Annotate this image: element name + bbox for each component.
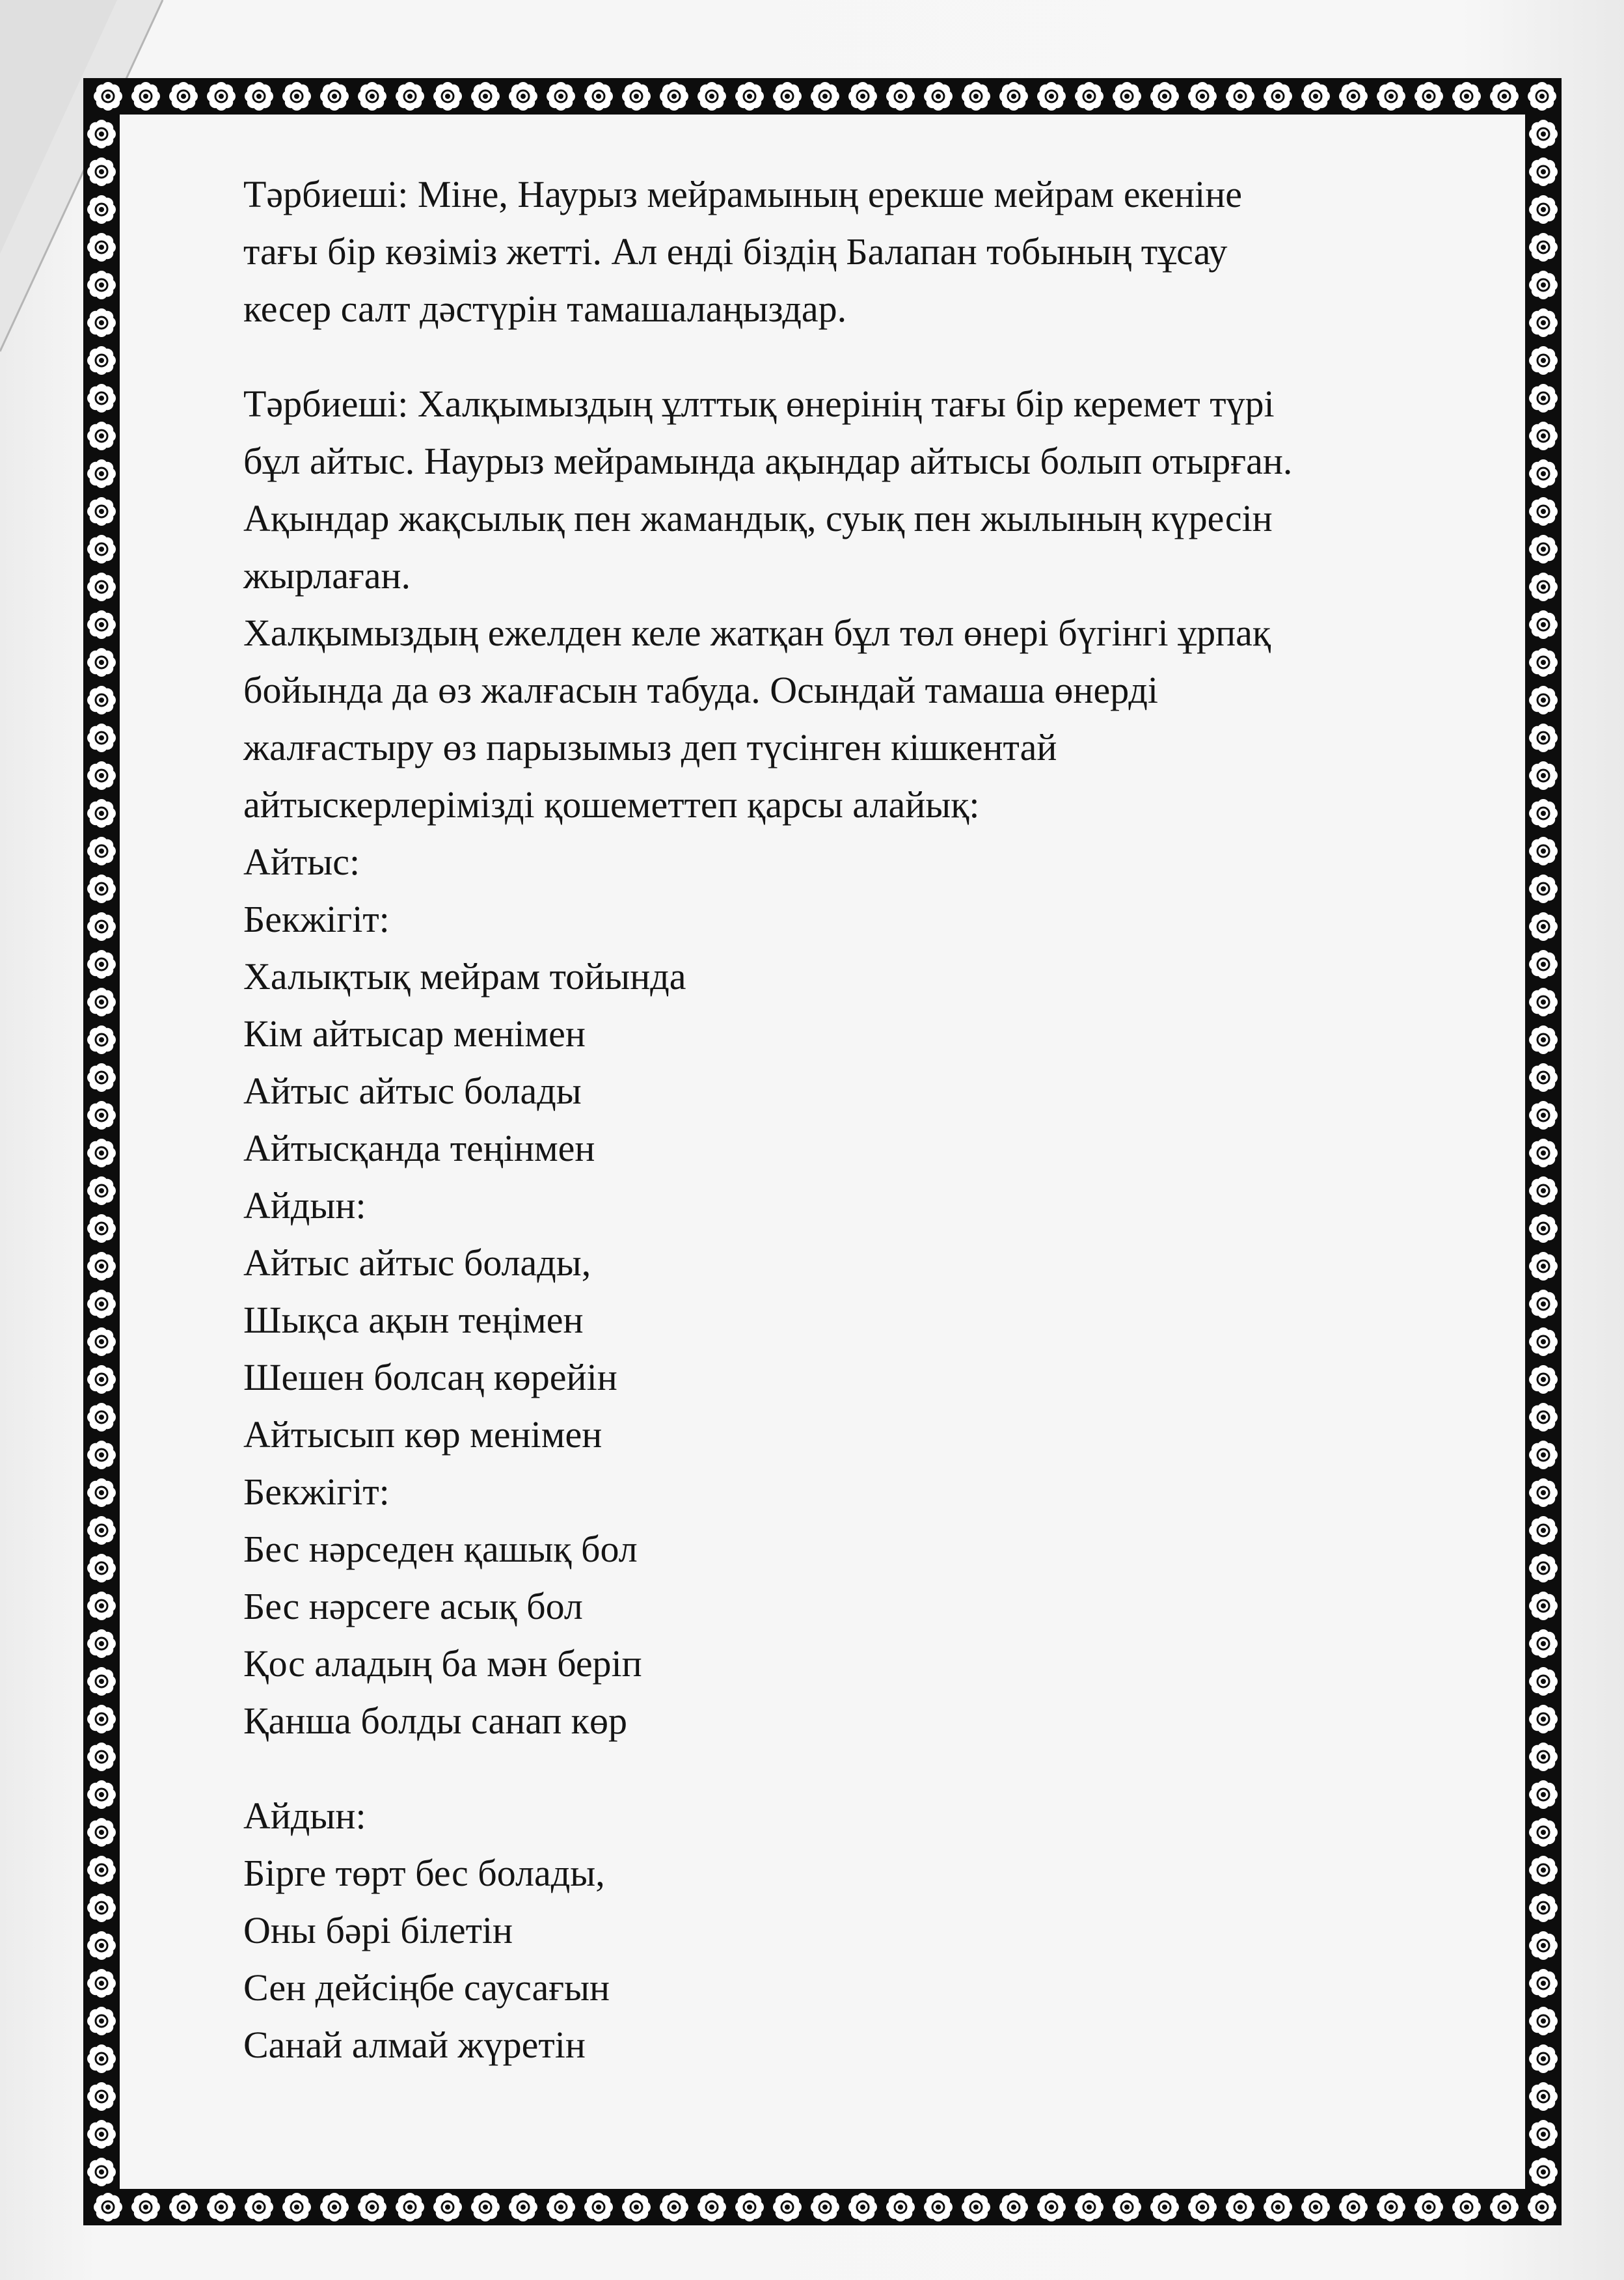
text-line: Айдын:	[243, 1795, 366, 1837]
flower-ornament	[1529, 1327, 1558, 1356]
flower-ornament	[1529, 1516, 1558, 1545]
flower-ornament	[1301, 82, 1330, 111]
flower-ornament	[1150, 82, 1179, 111]
flower-ornament	[94, 2193, 122, 2221]
flower-ornament	[1529, 1252, 1558, 1281]
flower-ornament	[87, 2120, 116, 2149]
text-line: Оны бәрі білетін	[243, 1909, 513, 1951]
flower-ornament	[1264, 2193, 1292, 2221]
flower-ornament	[1529, 1969, 1558, 1998]
flower-ornament	[87, 1176, 116, 1205]
flower-ornament	[87, 912, 116, 941]
flower-ornament	[622, 82, 651, 111]
flower-ornament	[1529, 346, 1558, 375]
flower-ornament	[87, 1214, 116, 1243]
flower-ornament	[1529, 384, 1558, 413]
flower-ornament	[1529, 1063, 1558, 1092]
flower-ornament	[87, 610, 116, 639]
flower-ornament	[1529, 724, 1558, 752]
flower-ornament	[87, 1290, 116, 1318]
flower-ornament	[87, 648, 116, 677]
flower-ornament	[87, 2007, 116, 2035]
text-line: Тәрбиеші: Міне, Наурыз мейрамының ерекше мейрам екеніне	[243, 173, 1242, 215]
flower-ornament	[1528, 2193, 1556, 2221]
flower-ornament	[87, 1818, 116, 1847]
flower-ornament	[396, 2193, 424, 2221]
flower-ornament	[1529, 2007, 1558, 2035]
flower-ornament	[735, 2193, 764, 2221]
text-line: Айтыс айтыс болады,	[243, 1242, 591, 1284]
flower-ornament	[87, 1252, 116, 1281]
flower-ornament	[811, 2193, 839, 2221]
flower-ornament	[87, 459, 116, 488]
flower-ornament	[87, 1743, 116, 1771]
flower-ornament	[169, 2193, 198, 2221]
flower-ornament	[87, 1856, 116, 1884]
flower-ornament	[87, 2044, 116, 2073]
flower-ornament	[320, 82, 349, 111]
flower-ornament	[1529, 1592, 1558, 1620]
flower-ornament	[87, 573, 116, 601]
flower-ornament	[87, 497, 116, 526]
paragraph-gap	[243, 1750, 1480, 1787]
flower-ornament	[1529, 2158, 1558, 2186]
flower-ornament	[1529, 1893, 1558, 1922]
flower-ornament	[1529, 233, 1558, 262]
flower-ornament	[87, 535, 116, 563]
flower-ornament	[1490, 82, 1519, 111]
flower-ornament	[1301, 2193, 1330, 2221]
text-line: Бес нәрсеге асық бол	[243, 1585, 583, 1627]
flower-ornament	[886, 2193, 915, 2221]
flower-ornament	[1075, 82, 1103, 111]
flower-ornament	[1529, 610, 1558, 639]
text-line: Айтыс:	[243, 841, 360, 883]
flower-ornament	[87, 195, 116, 224]
text-line: Бекжігіт:	[243, 898, 390, 940]
flower-ornament	[1113, 2193, 1141, 2221]
text-line: Бірге төрт бес болады,	[243, 1852, 605, 1894]
flower-ornament	[87, 1629, 116, 1658]
flower-ornament	[1529, 1139, 1558, 1167]
text-line: Кім айтысар менімен	[243, 1012, 586, 1055]
flower-ornament	[87, 120, 116, 148]
flower-ornament	[1529, 497, 1558, 526]
flower-ornament	[1529, 157, 1558, 186]
text-line: Бекжігіт:	[243, 1471, 390, 1513]
flower-ornament	[87, 950, 116, 979]
flower-ornament	[848, 82, 877, 111]
flower-ornament	[1529, 761, 1558, 790]
flower-ornament	[773, 82, 802, 111]
flower-ornament	[886, 82, 915, 111]
flower-ornament	[924, 2193, 953, 2221]
flower-ornament	[1452, 2193, 1481, 2221]
text-line: айтыскерлерімізді қошеметтеп қарсы алайық:	[243, 783, 980, 826]
text-line: Тәрбиеші: Халқымыздың ұлттық өнерінің тағы бір керемет түрі	[243, 383, 1275, 425]
flower-ornament	[87, 157, 116, 186]
text-line: Сен дейсіңбе саусағын	[243, 1966, 610, 2009]
flower-ornament	[87, 2158, 116, 2186]
flower-ornament	[87, 1441, 116, 1469]
document-body	[243, 166, 1480, 2074]
flower-ornament	[1529, 308, 1558, 337]
flower-ornament	[584, 82, 613, 111]
flower-ornament	[1226, 82, 1254, 111]
flower-ornament	[1188, 82, 1217, 111]
flower-ornament	[773, 2193, 802, 2221]
flower-ornament	[1377, 82, 1405, 111]
flower-ornament	[1414, 2193, 1443, 2221]
flower-ornament	[87, 988, 116, 1016]
flower-ornament	[660, 82, 688, 111]
flower-ornament	[509, 82, 537, 111]
flower-ornament	[1529, 573, 1558, 601]
flower-ornament	[1037, 82, 1066, 111]
text-line: Айтыс айтыс болады	[243, 1070, 582, 1112]
flower-ornament	[1075, 2193, 1103, 2221]
flower-ornament	[87, 384, 116, 413]
flower-ornament	[87, 1969, 116, 1998]
flower-ornament	[1150, 2193, 1179, 2221]
flower-ornament	[1529, 875, 1558, 903]
flower-ornament	[1264, 82, 1292, 111]
flower-ornament	[245, 82, 273, 111]
flower-ornament	[1529, 1025, 1558, 1054]
flower-ornament	[1188, 2193, 1217, 2221]
text-line: Шықса ақын теңімен	[243, 1299, 584, 1341]
text-line: жырлаған.	[243, 554, 411, 597]
flower-ornament	[282, 82, 311, 111]
flower-ornament	[660, 2193, 688, 2221]
flower-ornament	[999, 82, 1028, 111]
flower-ornament	[509, 2193, 537, 2221]
flower-ornament	[1529, 1478, 1558, 1507]
flower-ornament	[1529, 535, 1558, 563]
flower-ornament	[433, 2193, 462, 2221]
flower-ornament	[848, 2193, 877, 2221]
flower-ornament	[87, 799, 116, 828]
flower-ornament	[735, 82, 764, 111]
flower-ornament	[433, 82, 462, 111]
flower-ornament	[1529, 1214, 1558, 1243]
flower-ornament	[697, 2193, 726, 2221]
flower-ornament	[87, 875, 116, 903]
flower-ornament	[1529, 1290, 1558, 1318]
flower-ornament	[87, 1667, 116, 1696]
flower-ornament	[396, 82, 424, 111]
flower-ornament	[1529, 1365, 1558, 1394]
flower-ornament	[87, 1403, 116, 1432]
flower-ornament	[207, 2193, 236, 2221]
text-line: бұл айтыс. Наурыз мейрамында ақындар айтысы болып отырған.	[243, 440, 1293, 482]
flower-ornament	[1529, 2044, 1558, 2073]
flower-ornament	[1529, 2082, 1558, 2111]
flower-ornament	[547, 2193, 575, 2221]
flower-ornament	[1529, 422, 1558, 450]
text-line: Санай алмай жүретін	[243, 2024, 586, 2066]
text-line: Ақындар жақсылық пен жамандық, суық пен жылының күресін	[243, 497, 1273, 539]
flower-ornament	[1339, 82, 1368, 111]
flower-ornament	[87, 308, 116, 337]
text-line: Халқымыздың ежелден келе жатқан бұл төл өнері бүгінгі ұрпақ	[243, 612, 1271, 654]
flower-ornament	[87, 724, 116, 752]
text-line: Қос аладың ба мән беріп	[243, 1642, 642, 1685]
flower-ornament	[87, 271, 116, 299]
flower-ornament	[471, 2193, 500, 2221]
flower-ornament	[282, 2193, 311, 2221]
flower-ornament	[1529, 1705, 1558, 1733]
flower-ornament	[962, 2193, 990, 2221]
flower-ornament	[1414, 82, 1443, 111]
flower-ornament	[1529, 1554, 1558, 1582]
flower-ornament	[87, 1025, 116, 1054]
flower-ornament	[358, 2193, 386, 2221]
flower-ornament	[697, 82, 726, 111]
flower-ornament	[87, 1101, 116, 1130]
flower-ornament	[1528, 82, 1556, 111]
text-line: Айтысып көр менімен	[243, 1413, 602, 1456]
flower-ornament	[1529, 1743, 1558, 1771]
flower-ornament	[811, 82, 839, 111]
flower-ornament	[1529, 686, 1558, 714]
flower-ornament	[131, 82, 160, 111]
flower-ornament	[87, 2082, 116, 2111]
flower-ornament	[87, 1592, 116, 1620]
flower-ornament	[1529, 195, 1558, 224]
text-line: кесер салт дәстүрін тамашалаңыздар.	[243, 288, 847, 330]
flower-ornament	[924, 82, 953, 111]
flower-ornament	[1529, 1176, 1558, 1205]
flower-ornament	[1529, 271, 1558, 299]
flower-ornament	[1226, 2193, 1254, 2221]
text-line: жалғастыру өз парызымыз деп түсінген кішкентай	[243, 726, 1057, 768]
flower-ornament	[1529, 1667, 1558, 1696]
flower-ornament	[1339, 2193, 1368, 2221]
flower-ornament	[87, 1516, 116, 1545]
flower-ornament	[87, 346, 116, 375]
flower-ornament	[245, 2193, 273, 2221]
flower-ornament	[1529, 1629, 1558, 1658]
flower-ornament	[87, 1365, 116, 1394]
flower-ornament	[207, 82, 236, 111]
flower-ornament	[87, 1327, 116, 1356]
flower-ornament	[94, 82, 122, 111]
flower-ornament	[87, 1478, 116, 1507]
text-line: Айдын:	[243, 1184, 366, 1227]
flower-ornament	[1452, 82, 1481, 111]
flower-ornament	[1529, 1101, 1558, 1130]
flower-ornament	[584, 2193, 613, 2221]
flower-ornament	[1529, 950, 1558, 979]
flower-ornament	[87, 1554, 116, 1582]
text-line: Бес нәрседен қашық бол	[243, 1528, 638, 1570]
flower-ornament	[999, 2193, 1028, 2221]
flower-ornament	[1529, 837, 1558, 865]
flower-ornament	[87, 761, 116, 790]
text-line: Шешен болсаң көрейін	[243, 1356, 617, 1398]
flower-ornament	[1529, 988, 1558, 1016]
flower-ornament	[1529, 1441, 1558, 1469]
flower-ornament	[87, 1139, 116, 1167]
text-line: Халықтық мейрам тойында	[243, 955, 686, 998]
flower-ornament	[358, 82, 386, 111]
flower-ornament	[131, 2193, 160, 2221]
text-line: бойында да өз жалғасын табуда. Осындай тамаша өнерді	[243, 669, 1159, 711]
flower-ornament	[1377, 2193, 1405, 2221]
flower-ornament	[1529, 1856, 1558, 1884]
flower-ornament	[1529, 799, 1558, 828]
flower-ornament	[1529, 1403, 1558, 1432]
flower-ornament	[87, 1780, 116, 1809]
flower-ornament	[1529, 648, 1558, 677]
flower-ornament	[87, 1063, 116, 1092]
flower-ornament	[1037, 2193, 1066, 2221]
text-line: тағы бір көзіміз жетті. Ал енді біздің Балапан тобының тұсау	[243, 230, 1228, 273]
text-line: Қанша болды санап көр	[243, 1700, 627, 1742]
flower-ornament	[87, 837, 116, 865]
flower-ornament	[1529, 1818, 1558, 1847]
flower-ornament	[1529, 459, 1558, 488]
flower-ornament	[1529, 2120, 1558, 2149]
flower-ornament	[169, 82, 198, 111]
flower-ornament	[1490, 2193, 1519, 2221]
flower-ornament	[962, 82, 990, 111]
flower-ornament	[622, 2193, 651, 2221]
flower-ornament	[320, 2193, 349, 2221]
flower-ornament	[1529, 120, 1558, 148]
flower-ornament	[1529, 912, 1558, 941]
flower-ornament	[87, 422, 116, 450]
flower-ornament	[1113, 82, 1141, 111]
text-line: Айтысқанда теңінмен	[243, 1127, 595, 1169]
flower-ornament	[87, 1931, 116, 1960]
flower-ornament	[87, 686, 116, 714]
flower-ornament	[1529, 1780, 1558, 1809]
flower-ornament	[87, 1893, 116, 1922]
flower-ornament	[471, 82, 500, 111]
paragraph-gap	[243, 338, 1480, 375]
flower-ornament	[87, 233, 116, 262]
flower-ornament	[87, 1705, 116, 1733]
flower-ornament	[1529, 1931, 1558, 1960]
flower-ornament	[547, 82, 575, 111]
